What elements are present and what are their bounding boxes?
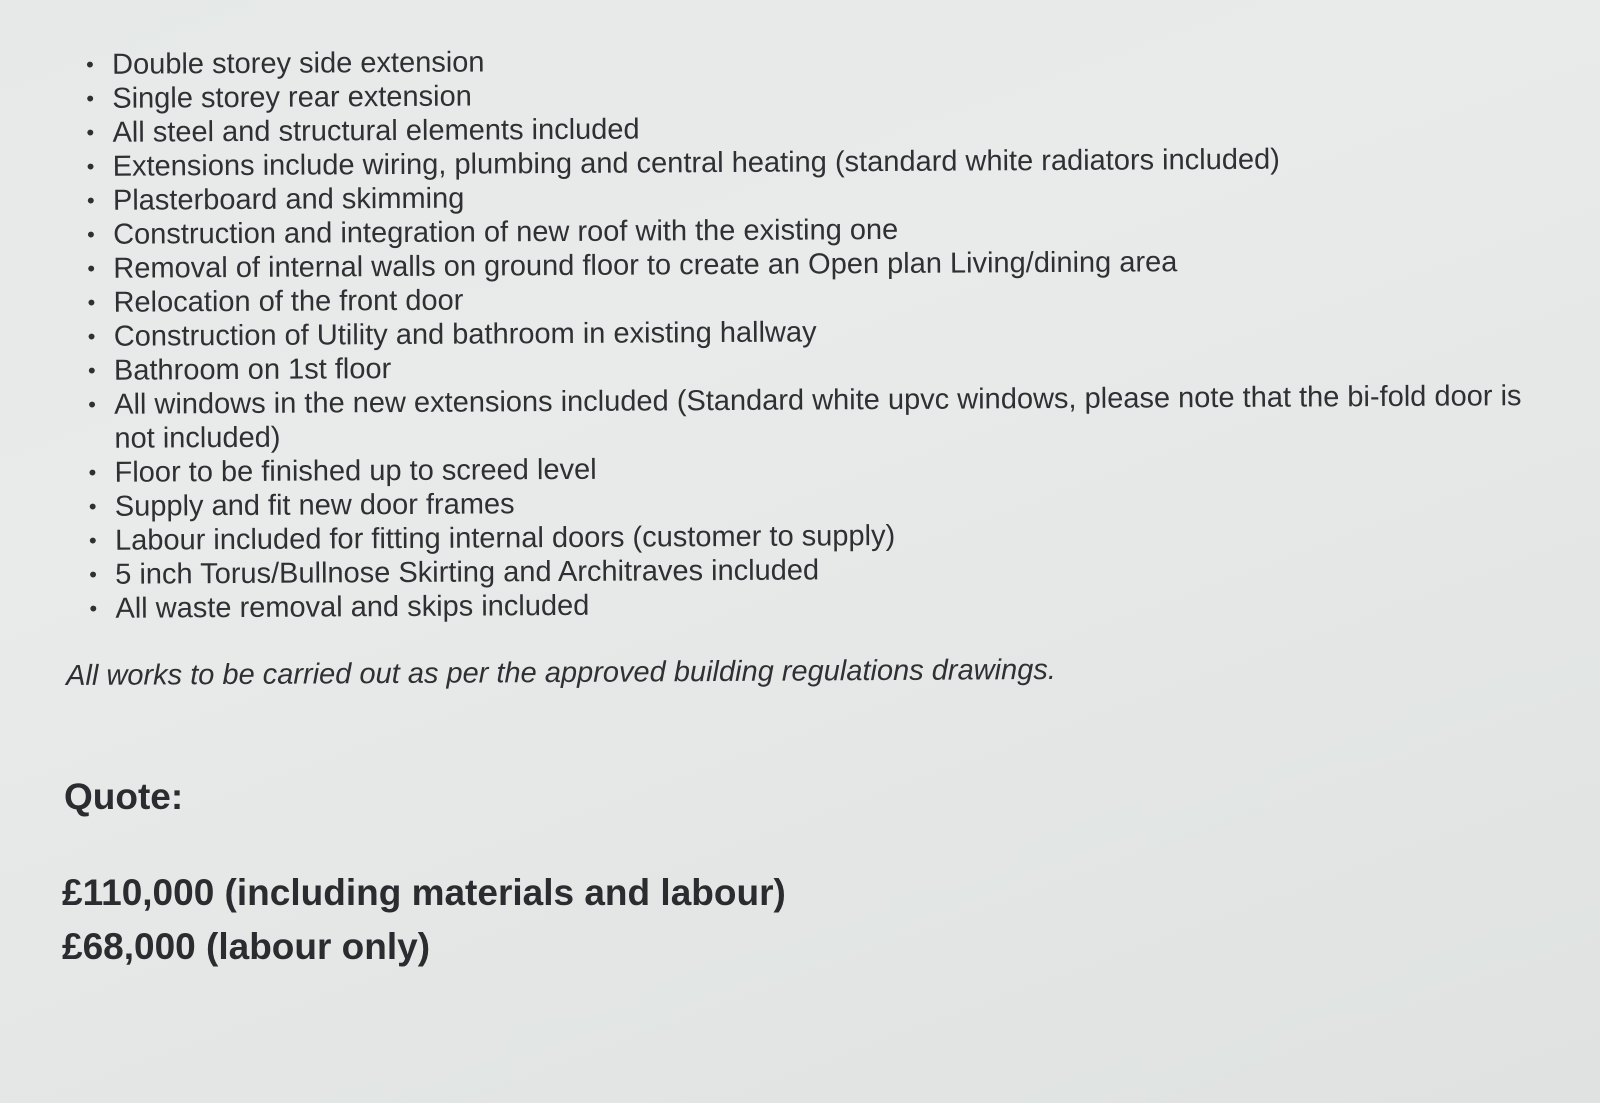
bullet-icon: • — [86, 153, 95, 179]
price-labour-only: £68,000 (labour only) — [62, 926, 431, 967]
bullet-icon: • — [88, 391, 96, 417]
list-item-text: Removal of internal walls on ground floor to create an Open plan Living/dining area — [113, 246, 1178, 285]
list-item-text: Extensions include wiring, plumbing and central heating (standard white radiators included) — [112, 143, 1280, 183]
list-item-text: All windows in the new extensions included (Standard white upvc windows, please note that the bi-fold door is not included) — [114, 380, 1522, 455]
list-item-text: Construction of Utility and bathroom in existing hallway — [113, 316, 817, 353]
bullet-icon: • — [88, 459, 97, 485]
list-item-text: Relocation of the front door — [113, 284, 464, 319]
bullet-icon: • — [88, 527, 97, 553]
price-materials-and-labour: £110,000 (including materials and labour) — [62, 872, 786, 913]
list-item-text: All waste removal and skips included — [115, 589, 590, 625]
list-item-text: 5 inch Torus/Bullnose Skirting and Architraves included — [115, 554, 820, 591]
bullet-icon: • — [86, 51, 94, 77]
bullet-icon: • — [87, 357, 96, 383]
list-item-text: Single storey rear extension — [112, 80, 472, 115]
list-item-text: Supply and fit new door frames — [114, 488, 515, 523]
list-item-text: Plasterboard and skimming — [112, 182, 465, 217]
bullet-icon: • — [87, 323, 96, 349]
list-item-text: All steel and structural elements included — [112, 113, 640, 149]
list-item-text: Double storey side extension — [112, 46, 485, 81]
bullet-icon: • — [86, 187, 95, 213]
list-item-text: Floor to be finished up to screed level — [114, 453, 597, 489]
list-item-text: Labour included for fitting internal doors (customer to supply) — [114, 519, 896, 557]
bullet-icon: • — [87, 221, 95, 247]
list-item — [72, 379, 1534, 456]
bullet-icon: • — [89, 561, 97, 587]
bullet-icon: • — [89, 595, 98, 621]
quote-heading: Quote: — [64, 776, 184, 817]
building-regulations-note: All works to be carried out as per the approved building regulations drawings. — [66, 653, 1056, 692]
scope-of-works-list — [70, 39, 1564, 626]
bullet-icon: • — [86, 119, 95, 145]
list-item-text: Bathroom on 1st floor — [113, 353, 392, 387]
bullet-icon: • — [87, 255, 96, 281]
bullet-icon: • — [88, 493, 97, 519]
bullet-icon: • — [86, 85, 95, 111]
bullet-icon: • — [87, 289, 96, 315]
list-item-text: Construction and integration of new roof with the existing one — [113, 213, 899, 251]
